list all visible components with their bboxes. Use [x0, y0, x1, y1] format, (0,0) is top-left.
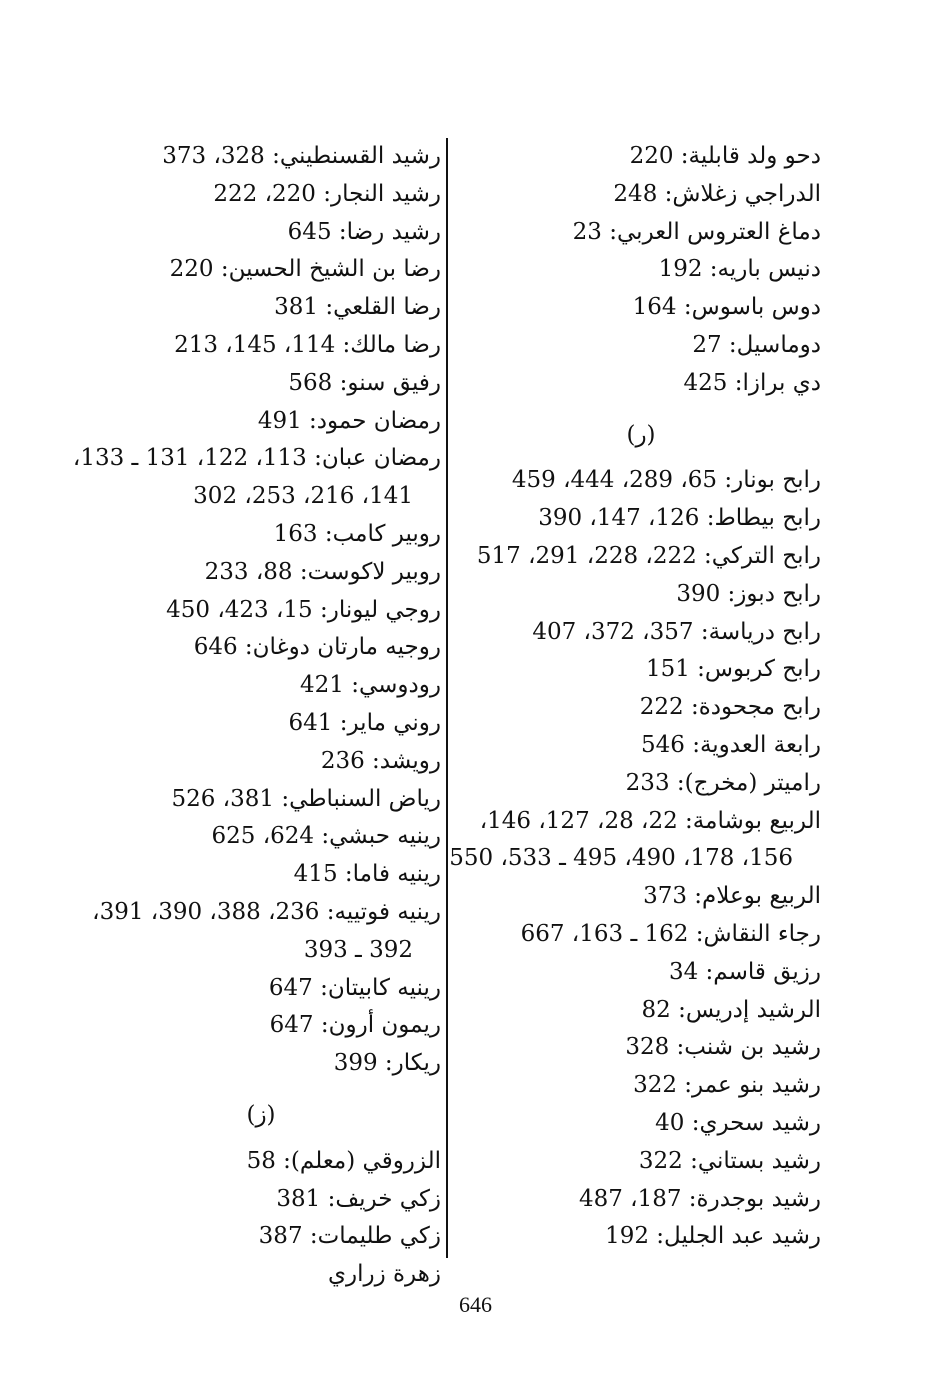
index-entry: رينيه فوتييه: 236، 388، 390، 391، [92, 898, 441, 925]
index-entry: رينيه كابيتان: 647 [268, 974, 441, 1001]
index-entry: رضا القلعي: 381 [274, 294, 441, 321]
index-entry: رابعة العدوية: 546 [640, 731, 821, 758]
index-entry: زهرة زراري [327, 1261, 441, 1288]
index-entry: رينيه فاما: 415 [293, 861, 441, 888]
index-entry: رزيق قاسم: 34 [668, 958, 821, 985]
index-entry: ريمون أرون: 647 [269, 1012, 441, 1039]
index-entry: رشيد بوجدرة: 187، 487 [578, 1185, 821, 1212]
index-entry: رضا بن الشيخ الحسين: 220 [169, 256, 441, 283]
index-entry: دوس باسوس: 164 [632, 294, 821, 321]
column-divider [446, 138, 448, 1258]
index-column-right [449, 138, 821, 1256]
index-entry: رابح كربوس: 151 [645, 656, 821, 683]
index-entry: رياض السنباطي: 381، 526 [171, 785, 441, 812]
index-entry: رشيد النجار: 220، 222 [213, 180, 441, 207]
index-entry: رابح مجحودة: 222 [639, 694, 821, 721]
index-entry: رودوسي: 421 [300, 672, 441, 699]
index-entry: رجاء النقاش: 162 ـ 163، 667 [520, 920, 821, 947]
section-letter-heading: (ر) [626, 421, 656, 448]
index-entry: روبير لاكوست: 88، 233 [204, 558, 441, 585]
index-entry: رشيد بن شنب: 328 [625, 1034, 821, 1061]
index-entry: ريكار: 399 [333, 1050, 441, 1077]
index-entry: رشيد رضا: 645 [287, 218, 441, 245]
index-entry: رشيد سحري: 40 [655, 1109, 821, 1136]
index-entry: زكي طليمات: 387 [258, 1223, 441, 1250]
page-number: 646 [459, 1292, 492, 1317]
index-entry: الربيع بوعلام: 373 [643, 883, 821, 910]
index-entry-continuation: 156، 178، 490، 495 ـ 533، 550 [449, 845, 793, 872]
index-entry: روجي ليونار: 15، 423، 450 [166, 596, 441, 623]
index-entry: الربيع بوشامة: 22، 28، 127، 146، [479, 807, 821, 834]
index-entry: دي برازا: 425 [683, 369, 821, 396]
index-entry: دماغ العتروس العربي: 23 [572, 218, 821, 245]
index-entry: رشيد القسنطيني: 328، 373 [162, 143, 441, 169]
index-entry: الرشيد إدريس: 82 [641, 996, 821, 1023]
index-entry: رفيق سنو: 568 [288, 369, 441, 396]
index-entry: رابح دبوز: 390 [676, 580, 821, 607]
index-entry: رينيه حبشي: 624، 625 [211, 823, 441, 850]
index-entry: رابح بيطاط: 126، 147، 390 [538, 505, 821, 532]
index-entry-continuation: 392 ـ 393 [303, 936, 413, 963]
index-entry: روجيه مارتان دوغان: 646 [193, 634, 441, 661]
index-entry-continuation: 141، 216، 253، 302 [193, 483, 413, 510]
index-entry: راميتر (مخرج): 233 [625, 769, 821, 796]
index-entry: رابح التركي: 222، 228، 291، 517 [476, 542, 821, 569]
index-entry: رضا مالك: 114، 145، 213 [174, 331, 441, 358]
index-entry: رويشد: 236 [320, 747, 441, 774]
index-entry: رمضان حمود: 491 [257, 407, 441, 434]
index-entry: دحو ولد قابلية: 220 [629, 143, 821, 169]
index-column-left [21, 138, 441, 1294]
index-entry: رمضان عبان: 113، 122، 131 ـ 133، [72, 445, 441, 472]
index-entry: رابح درياسة: 357، 372، 407 [532, 618, 821, 645]
index-entry: الدراجي زغلاش: 248 [613, 180, 821, 207]
index-entry: روبير كامب: 163 [273, 520, 441, 547]
section-letter-heading: (ز) [246, 1101, 276, 1128]
index-entry: رشيد بنو عمر: 322 [633, 1072, 821, 1099]
index-entry: الزروقي (معلم): 58 [246, 1147, 441, 1174]
index-entry: زكي خريف: 381 [276, 1185, 441, 1212]
index-entry: رشيد عبد الجليل: 192 [605, 1223, 821, 1250]
index-entry: رابح بونار: 65، 289، 444، 459 [511, 467, 821, 494]
index-entry: دنيس باريه: 192 [658, 256, 821, 283]
index-entry: روني ماير: 641 [288, 709, 441, 736]
index-entry: دوماسيل: 27 [692, 331, 821, 358]
index-entry: رشيد بستاني: 322 [638, 1147, 821, 1174]
